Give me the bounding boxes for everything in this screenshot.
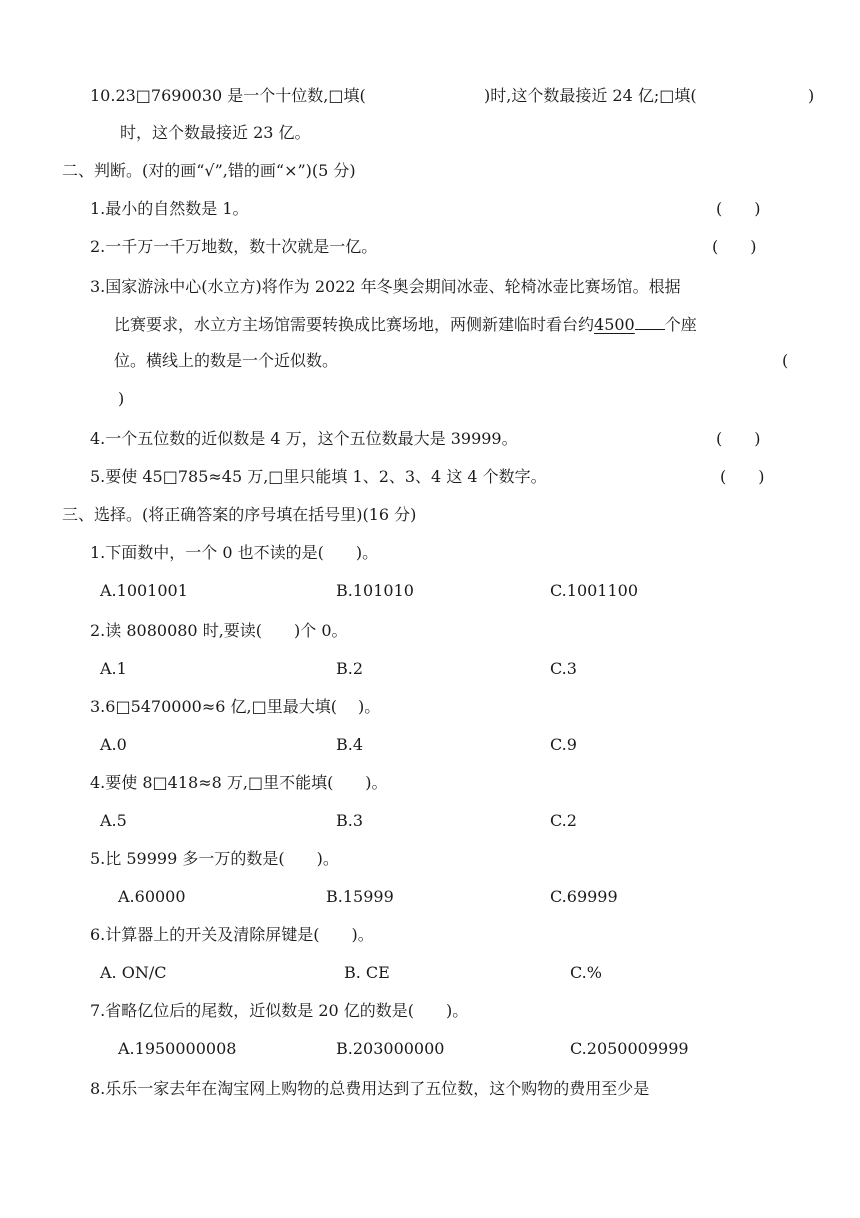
judge-item-3-line2-end: 个座 bbox=[664, 315, 697, 334]
answer-paren-2[interactable]: ( ) bbox=[712, 237, 757, 256]
choice-3-option-c[interactable]: C.9 bbox=[550, 735, 577, 754]
choice-question-6: 6.计算器上的开关及清除屏键是( )。 bbox=[90, 925, 374, 944]
q10-line1-part-b: )时,这个数最接近 24 亿;□填( bbox=[484, 86, 697, 105]
choice-1-option-a[interactable]: A.1001001 bbox=[100, 581, 188, 600]
choice-3-option-b[interactable]: B.4 bbox=[336, 735, 364, 754]
q10-line1-part-c: ) bbox=[808, 86, 815, 105]
answer-paren-4[interactable]: ( ) bbox=[716, 429, 761, 448]
choice-2-option-a[interactable]: A.1 bbox=[100, 659, 127, 678]
choice-6-option-b[interactable]: B. CE bbox=[344, 963, 390, 982]
choice-question-8: 8.乐乐一家去年在淘宝网上购物的总费用达到了五位数，这个购物的费用至少是 bbox=[90, 1079, 650, 1098]
judge-item-3-line2 bbox=[114, 314, 697, 336]
underlined-number: 4500 bbox=[594, 315, 635, 334]
choice-5-option-c[interactable]: C.69999 bbox=[550, 887, 618, 906]
section2-heading: 二、判断。(对的画“√”,错的画“×”)(5 分) bbox=[62, 161, 356, 180]
choice-question-7: 7.省略亿位后的尾数，近似数是 20 亿的数是( )。 bbox=[90, 1001, 469, 1020]
choice-2-option-b[interactable]: B.2 bbox=[336, 659, 364, 678]
choice-6-option-c[interactable]: C.% bbox=[570, 963, 602, 982]
judge-item-4: 4.一个五位数的近似数是 4 万，这个五位数最大是 39999。 bbox=[90, 429, 518, 448]
choice-7-option-c[interactable]: C.2050009999 bbox=[570, 1039, 689, 1058]
q10-line2: 时，这个数最接近 23 亿。 bbox=[120, 123, 311, 142]
answer-paren-3-close[interactable]: ) bbox=[118, 389, 125, 408]
choice-question-4: 4.要使 8□418≈8 万,□里不能填( )。 bbox=[90, 773, 388, 792]
answer-paren-5[interactable]: ( ) bbox=[720, 467, 765, 486]
answer-paren-3-open[interactable]: ( bbox=[782, 351, 789, 370]
choice-5-option-b[interactable]: B.15999 bbox=[326, 887, 394, 906]
choice-1-option-c[interactable]: C.1001100 bbox=[550, 581, 639, 600]
judge-item-3-line1: 3.国家游泳中心(水立方)将作为 2022 年冬奥会期间冰壶、轮椅冰壶比赛场馆。根据 bbox=[90, 277, 681, 296]
choice-4-option-c[interactable]: C.2 bbox=[550, 811, 577, 830]
choice-question-1: 1.下面数中，一个 0 也不读的是( )。 bbox=[90, 543, 379, 562]
judge-item-5: 5.要使 45□785≈45 万,□里只能填 1、2、3、4 这 4 个数字。 bbox=[90, 467, 547, 486]
choice-4-option-b[interactable]: B.3 bbox=[336, 811, 364, 830]
judge-item-3-line2-text: 比赛要求，水立方主场馆需要转换成比赛场地，两侧新建临时看台约 bbox=[114, 315, 595, 334]
choice-1-option-b[interactable]: B.101010 bbox=[336, 581, 414, 600]
choice-4-option-a[interactable]: A.5 bbox=[100, 811, 127, 830]
judge-item-2: 2.一千万一千万地数，数十次就是一亿。 bbox=[90, 237, 378, 256]
choice-question-2: 2.读 8080080 时,要读( )个 0。 bbox=[90, 621, 348, 640]
section3-heading: 三、选择。(将正确答案的序号填在括号里)(16 分) bbox=[62, 505, 417, 524]
q10-line1-part-a: 10.23□7690030 是一个十位数,□填( bbox=[90, 86, 366, 105]
choice-3-option-a[interactable]: A.0 bbox=[100, 735, 127, 754]
choice-6-option-a[interactable]: A. ON/C bbox=[100, 963, 167, 982]
choice-7-option-a[interactable]: A.1950000008 bbox=[118, 1039, 237, 1058]
judge-item-3-line3: 位。横线上的数是一个近似数。 bbox=[114, 351, 339, 370]
choice-2-option-c[interactable]: C.3 bbox=[550, 659, 577, 678]
underline-tail bbox=[635, 315, 665, 330]
answer-paren-1[interactable]: ( ) bbox=[716, 199, 761, 218]
choice-7-option-b[interactable]: B.203000000 bbox=[336, 1039, 445, 1058]
choice-question-5: 5.比 59999 多一万的数是( )。 bbox=[90, 849, 339, 868]
choice-question-3: 3.6□5470000≈6 亿,□里最大填( )。 bbox=[90, 697, 381, 716]
judge-item-1: 1.最小的自然数是 1。 bbox=[90, 199, 249, 218]
choice-5-option-a[interactable]: A.60000 bbox=[118, 887, 186, 906]
